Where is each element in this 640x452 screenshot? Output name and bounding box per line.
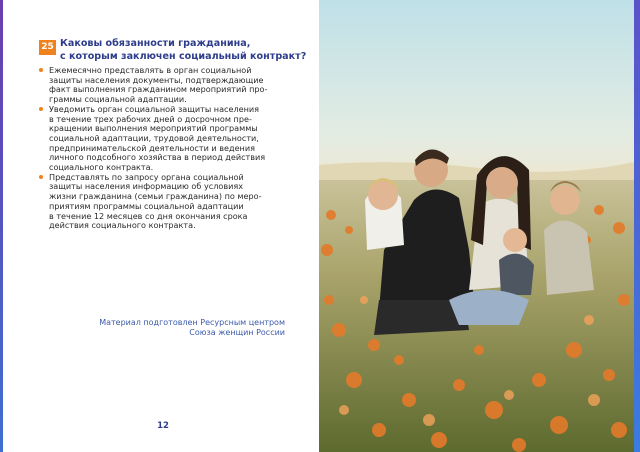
duty-line: граммы социальной адаптации.: [49, 94, 187, 105]
right-edge-stripe: [634, 0, 640, 452]
duty-line: действия социального контракта.: [49, 220, 196, 231]
duty-line: приятиям программы социальной адаптации: [49, 200, 244, 211]
text-page: [3, 0, 319, 452]
duty-line: личного подсобного хозяйства в период действия: [49, 152, 266, 163]
duty-line: защиты населения документы, подтверждающие: [49, 74, 264, 85]
family-photo-illustration: [319, 0, 634, 452]
family-photo: [319, 0, 634, 452]
duty-line: в течение 12 месяцев со дня окончания срока: [49, 210, 248, 221]
question-number-badge: 25: [39, 40, 56, 55]
duty-line: Уведомить орган социальной защиты населения: [49, 103, 260, 114]
credit-line: Материал подготовлен Ресурсным центром: [99, 318, 285, 327]
duty-line: кращении выполнения мероприятий программы: [49, 123, 258, 134]
duty-line: Ежемесячно представлять в орган социальной: [49, 65, 252, 75]
duty-line: жизни гражданина (семьи гражданина) по меро-: [49, 191, 262, 202]
duty-line: социального контракта.: [49, 162, 154, 173]
duty-line: предпринимательской деятельности и ведения: [49, 142, 255, 153]
duty-line: Представлять по запросу органа социальной: [49, 171, 244, 182]
duty-line: факт выполнения гражданином мероприятий про-: [49, 84, 268, 95]
duty-line: защиты населения информацию об условиях: [49, 181, 244, 192]
page-number: 12: [157, 421, 169, 431]
duty-item: [39, 66, 299, 105]
duties-list: [39, 66, 299, 231]
duty-item: [39, 105, 299, 173]
credit-note: [63, 318, 285, 337]
duty-line: социальной адаптации, трудовой деятельности,: [49, 132, 259, 143]
credit-line: Союза женщин России: [189, 327, 285, 337]
question-title-line: Каковы обязанности гражданина,: [60, 38, 251, 49]
question-title: [60, 38, 310, 63]
bullet-dot-icon: [39, 107, 43, 111]
duty-item: [39, 173, 299, 231]
question-title-line: с которым заключен социальный контракт?: [60, 50, 307, 62]
bullet-dot-icon: [39, 175, 43, 179]
bullet-dot-icon: [39, 68, 43, 72]
duty-line: в течение трех рабочих дней о досрочном пре-: [49, 113, 252, 124]
